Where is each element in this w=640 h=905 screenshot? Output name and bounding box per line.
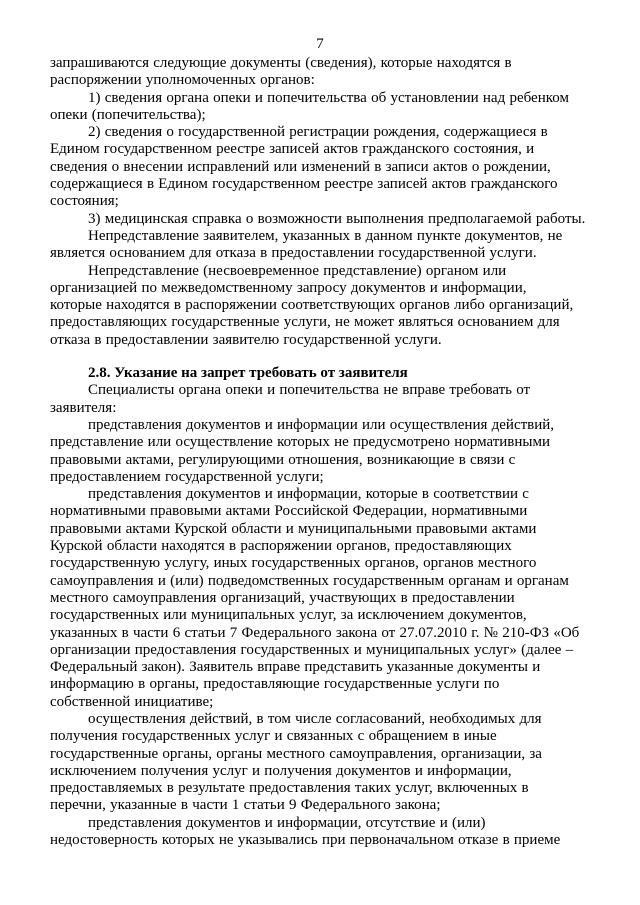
section-heading: 2.8. Указание на запрет требовать от заявителя <box>88 365 408 382</box>
list-item: 3) медицинская справка о возможности выполнения предполагаемой работы. <box>88 210 586 227</box>
paragraph: осуществления действий, в том числе согласований, необходимых для получения государственных услуг и связанных с обращением в иные государственные органы, органы местного самоуправления, организации, за исключением получения услуг и получения документов и информации, предоставляемых в результате предоставления таких услуг, включенных в перечни, указанные в части 1 статьи 9 Федерального закона; <box>50 710 542 814</box>
paragraph: представления документов и информации, которые в соответствии с нормативными правовыми актами Российской Федерации, нормативными правовыми актами Курской области и муниципальными правовыми актами Курской области находятся в распоряжении органов, предоставляющих государственную услугу, иных государственных органов, органов местного самоуправления и (или) подведомственных государственным органам и органам местного самоуправления организаций, участвующих в предоставлении государственных или муниципальных услуг, за исключением документов, указанных в части 6 статьи 7 Федерального закона от 27.07.2010 г. № 210-ФЗ «Об организации предоставления государственных и муниципальных услуг» (далее – Федеральный закон). Заявитель вправе представить указанные документы и информацию в органы, предоставляющие государственные услуги по собственной инициативе; <box>50 486 580 710</box>
paragraph: представления документов и информации или осуществления действий, представление или осуществление которых не предусмотрено нормативными правовыми актами, регулирующими отношения, возникающие в связи с предоставлением государственной услуги; <box>50 416 555 485</box>
paragraph: запрашиваются следующие документы (сведения), которые находятся в распоряжении уполномоченных органов: <box>50 55 512 89</box>
page-number: 7 <box>316 36 324 52</box>
paragraph: Непредставление заявителем, указанных в данном пункте документов, не является основанием для отказа в предоставлении государственной услуги. <box>50 227 563 262</box>
section-spacer <box>50 349 590 365</box>
paragraph: представления документов и информации, отсутствие и (или) недостоверность которых не указывались при первоначальном отказе в приеме <box>50 814 561 849</box>
document-body <box>50 55 590 849</box>
paragraph: Специалисты органа опеки и попечительства не вправе требовать от заявителя: <box>50 382 531 416</box>
list-item: 2) сведения о государственной регистрации рождения, содержащиеся в Едином государственном реестре записей актов гражданского состояния, и сведения о внесении исправлений или изменений в записи актов о рождении, содержащиеся в Едином государственном реестре записей актов гражданского состояния; <box>50 124 558 210</box>
list-item: 1) сведения органа опеки и попечительства об установлении над ребенком опеки (попечительства); <box>50 89 569 123</box>
paragraph: Непредставление (несвоевременное представление) органом или организацией по межведомственному запросу документов и информации, которые находятся в распоряжении соответствующих органов либо организаций, предоставляющих государственные услуги, не может являться основанием для отказа в предоставлении заявителю государственной услуги. <box>50 262 574 348</box>
